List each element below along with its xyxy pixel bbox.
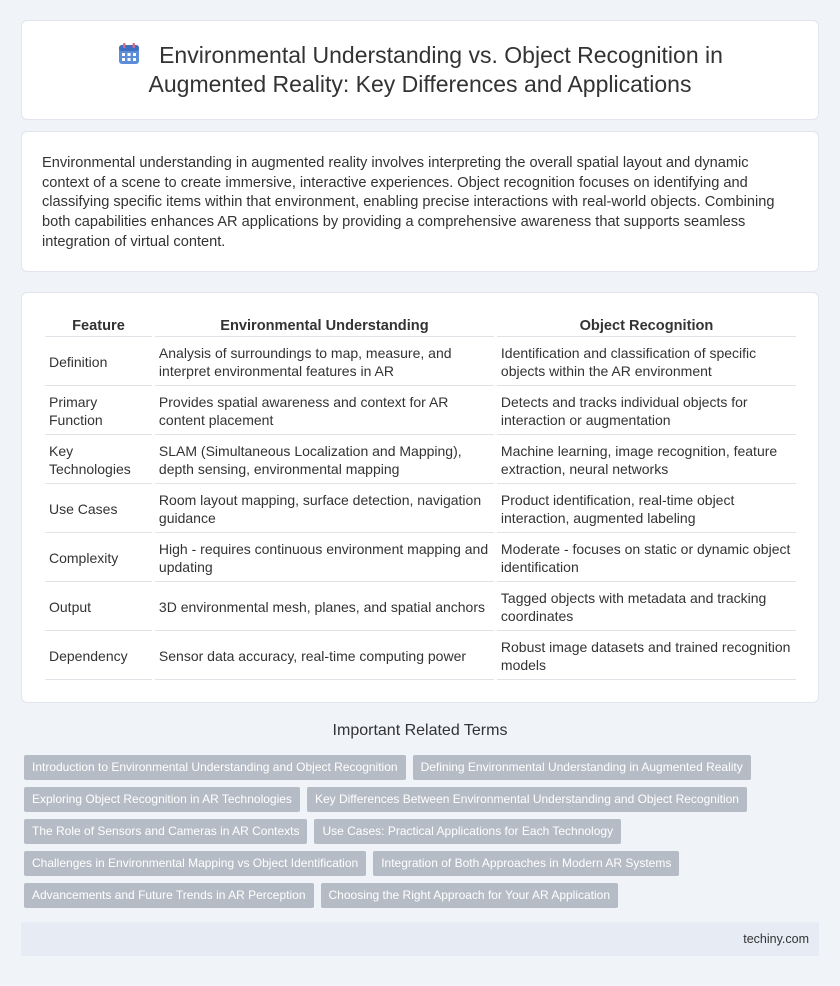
table-header-row <box>45 315 796 337</box>
related-term-link[interactable]: Challenges in Environmental Mapping vs Object Identification <box>24 851 366 876</box>
related-term-link[interactable]: Integration of Both Approaches in Modern AR Systems <box>373 851 679 876</box>
related-term-link[interactable]: Choosing the Right Approach for Your AR Application <box>321 883 619 908</box>
footer-site-link[interactable]: techiny.com <box>743 932 809 946</box>
row-feature: Use Cases <box>45 486 152 533</box>
row-feature: Output <box>45 584 152 631</box>
row-feature: Complexity <box>45 535 152 582</box>
row-environmental: Provides spatial awareness and context for AR content placement <box>155 388 494 435</box>
row-environmental: SLAM (Simultaneous Localization and Mapping), depth sensing, environmental mapping <box>155 437 494 484</box>
table-row <box>45 535 796 582</box>
header-environmental-understanding: Environmental Understanding <box>155 315 494 337</box>
row-feature: Key Technologies <box>45 437 152 484</box>
row-environmental: High - requires continuous environment mapping and updating <box>155 535 494 582</box>
row-environmental: Sensor data accuracy, real-time computing power <box>155 633 494 680</box>
title-card <box>21 20 819 120</box>
row-environmental: Room layout mapping, surface detection, navigation guidance <box>155 486 494 533</box>
row-environmental: 3D environmental mesh, planes, and spatial anchors <box>155 584 494 631</box>
row-feature: Definition <box>45 339 152 386</box>
footer <box>21 922 819 956</box>
table-row <box>45 633 796 680</box>
related-terms-list <box>24 755 824 915</box>
comparison-table <box>42 313 799 682</box>
page-title <box>70 41 770 99</box>
intro-card <box>21 131 819 272</box>
comparison-table-card <box>21 292 819 703</box>
row-object: Moderate - focuses on static or dynamic object identification <box>497 535 796 582</box>
table-row <box>45 486 796 533</box>
related-terms-heading: Important Related Terms <box>332 722 508 739</box>
related-term-link[interactable]: The Role of Sensors and Cameras in AR Contexts <box>24 819 307 844</box>
row-object: Machine learning, image recognition, feature extraction, neural networks <box>497 437 796 484</box>
row-object: Robust image datasets and trained recognition models <box>497 633 796 680</box>
intro-paragraph: Environmental understanding in augmented reality involves interpreting the overall spatial layout and dynamic context of a scene to create immersive, interactive experiences. Object recognition focuses on identifying and classifying specific items within that environment, enabling precise interactions with real-world objects. Combining both capabilities enhances AR applications by providing a comprehensive awareness that supports seamless integration of virtual content. <box>42 155 775 250</box>
related-term-link[interactable]: Key Differences Between Environmental Understanding and Object Recognition <box>307 787 747 812</box>
row-feature: Dependency <box>45 633 152 680</box>
row-object: Detects and tracks individual objects for interaction or augmentation <box>497 388 796 435</box>
table-row <box>45 388 796 435</box>
related-term-link[interactable]: Use Cases: Practical Applications for Each Technology <box>314 819 621 844</box>
related-term-link[interactable]: Introduction to Environmental Understanding and Object Recognition <box>24 755 406 780</box>
related-term-link[interactable]: Defining Environmental Understanding in Augmented Reality <box>413 755 751 780</box>
related-term-link[interactable]: Exploring Object Recognition in AR Technologies <box>24 787 300 812</box>
row-environmental: Analysis of surroundings to map, measure, and interpret environmental features in AR <box>155 339 494 386</box>
table-row <box>45 437 796 484</box>
row-object: Product identification, real-time object interaction, augmented labeling <box>497 486 796 533</box>
header-object-recognition: Object Recognition <box>497 315 796 337</box>
table-row <box>45 584 796 631</box>
related-term-link[interactable]: Advancements and Future Trends in AR Perception <box>24 883 314 908</box>
row-object: Identification and classification of specific objects within the AR environment <box>497 339 796 386</box>
page-title-text: Environmental Understanding vs. Object Recognition in Augmented Reality: Key Differences and Applications <box>148 42 723 97</box>
row-object: Tagged objects with metadata and tracking coordinates <box>497 584 796 631</box>
table-row <box>45 339 796 386</box>
header-feature: Feature <box>45 315 152 337</box>
calendar-icon <box>117 42 141 66</box>
row-feature: Primary Function <box>45 388 152 435</box>
